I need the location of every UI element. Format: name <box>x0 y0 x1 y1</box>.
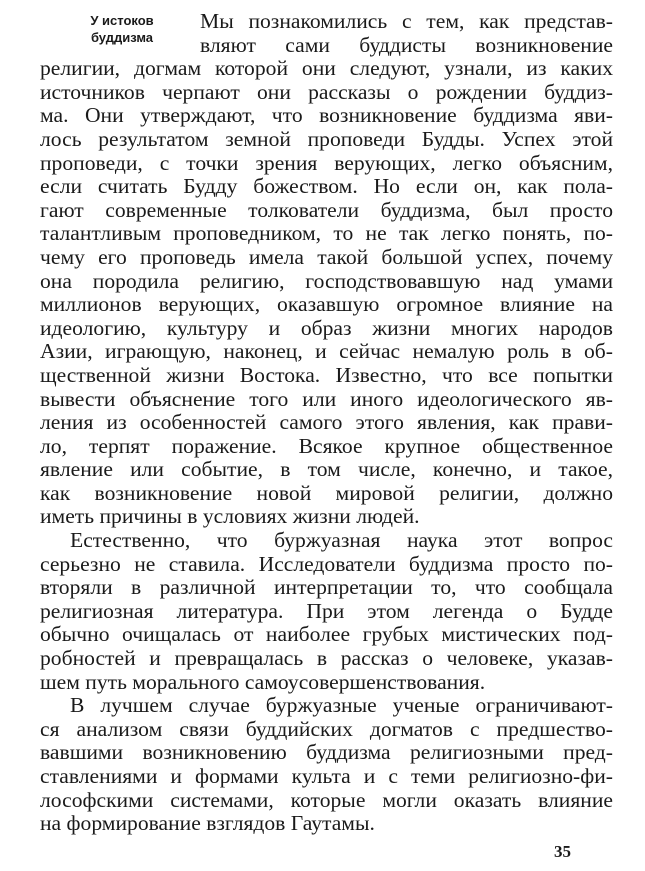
text-line: ся анализом связи буддийских догматов с предшество- <box>40 716 613 741</box>
page-number: 35 <box>554 842 571 861</box>
text-line: робностей и превращалась в рассказ о человеке, указав- <box>40 646 613 671</box>
text-line: лософскими системами, которые могли оказать влияние <box>40 787 613 812</box>
text-line: шем путь морального самоусовершенствования. <box>40 669 486 694</box>
text-line: миллионов верующих, оказавшую огромное влияние на <box>40 292 613 317</box>
text-line: на формирование взглядов Гаутамы. <box>40 811 375 836</box>
text-line: религии, догмам которой они следуют, узнали, из каких <box>40 56 613 81</box>
text-line: ставлениями и формами культа и с теми религиозно-фи- <box>40 764 613 788</box>
text-line: талантливым проповедником, то не так легко понять, по- <box>40 221 613 246</box>
side-heading <box>52 12 192 46</box>
text-line: она породила религию, господствовавшую над умами <box>40 268 613 293</box>
text-line: щественной жизни Востока. Известно, что все попытки <box>40 362 613 387</box>
text-line: вывести объяснение того или иного идеологического яв- <box>40 386 613 411</box>
text-line: идеологию, культуру и образ жизни многих народов <box>40 315 613 340</box>
text-line: явление или событие, в том числе, конечно, и такое, <box>40 457 613 482</box>
text-line: вляют сами буддисты возникновение <box>200 32 613 57</box>
text-line: ло, терпят поражение. Всякое крупное общественное <box>40 433 613 458</box>
text-line: ления из особенностей самого этого явления, как прави- <box>40 410 613 435</box>
text-line: обычно очищалась от наиболее грубых мистических под- <box>40 622 613 647</box>
text-line: лось результатом земной проповеди Будды. Успех этой <box>40 126 613 151</box>
page-body <box>40 10 613 836</box>
text-line: иметь причины в условиях жизни людей. <box>40 504 420 529</box>
text-line: В лучшем случае буржуазные ученые ограничивают- <box>70 693 613 718</box>
side-heading-line-2: буддизма <box>90 30 154 45</box>
text-line: Мы познакомились с тем, как представ- <box>200 9 613 33</box>
text-line: религиозная литература. При этом легенда о Будде <box>40 598 613 623</box>
text-line: чему его проповедь имела такой большой успех, почему <box>40 244 613 269</box>
text-line: источников черпают они рассказы о рождении буддиз- <box>40 79 613 104</box>
text-body <box>40 10 613 836</box>
text-line: серьезно не ставила. Исследователи буддизма просто по- <box>40 551 613 576</box>
text-line: Естественно, что буржуазная наука этот вопрос <box>70 528 613 553</box>
text-line: как возникновение новой мировой религии, должно <box>40 480 613 505</box>
text-line: если считать Будду божеством. Но если он, как пола- <box>40 174 613 199</box>
text-line: гают современные толкователи буддизма, был просто <box>40 197 613 222</box>
side-heading-line-1: У истоков <box>90 13 154 28</box>
text-line: проповеди, с точки зрения верующих, легко объясним, <box>40 150 613 175</box>
text-line: Азии, играющую, наконец, и сейчас немалую роль в об- <box>40 339 613 364</box>
text-line: ма. Они утверждают, что возникновение буддизма яви- <box>40 103 613 128</box>
text-line: вторяли в различной интерпретации то, что сообщала <box>40 575 613 600</box>
text-line: вавшими возникновению буддизма религиозными пред- <box>40 740 613 765</box>
